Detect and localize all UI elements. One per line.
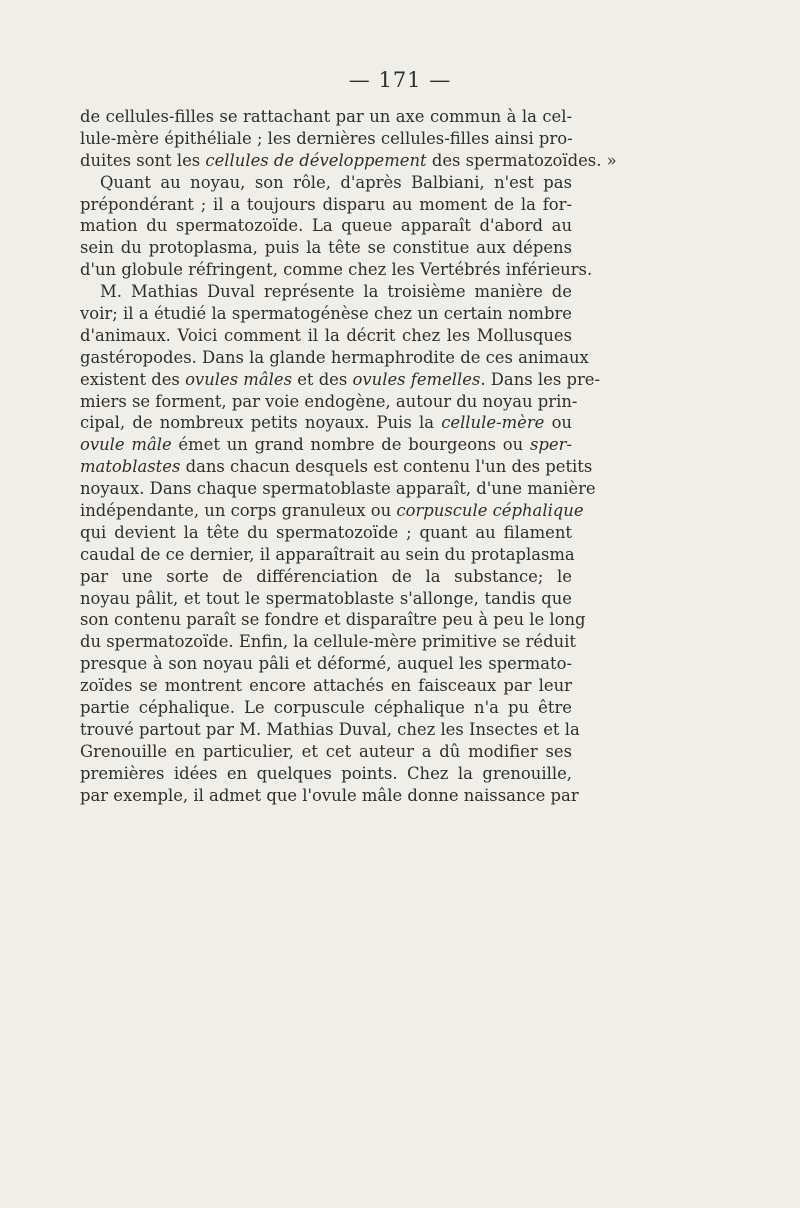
text-run: par une sorte de différenciation de la substance; le bbox=[80, 566, 572, 586]
text-run: qui devient la tête du spermatozoïde ; quant au filament bbox=[80, 522, 572, 542]
text-run: miers se forment, par voie endogène, autour du noyau prin- bbox=[80, 391, 578, 411]
text-run: partie céphalique. Le corpuscule céphalique n'a pu être bbox=[80, 698, 572, 718]
text-run: prépondérant ; il a toujours disparu au moment de la for- bbox=[80, 194, 572, 214]
text-run: d'animaux. Voici comment il la décrit chez les Mollusques bbox=[80, 325, 572, 345]
text-run: lule-mère épithéliale ; les dernières cellules-filles ainsi pro- bbox=[80, 128, 573, 148]
text-line bbox=[80, 347, 589, 369]
text-run: des spermatozoïdes. » bbox=[426, 150, 617, 170]
text-run: Grenouille en particulier, et cet auteur a dû modifier ses bbox=[80, 741, 572, 761]
text-line bbox=[80, 412, 572, 434]
text-line bbox=[80, 631, 576, 653]
text-run: et des bbox=[291, 369, 353, 389]
text-run: caudal de ce dernier, il apparaîtrait au sein du protaplasma bbox=[80, 544, 575, 564]
body-text bbox=[80, 106, 617, 807]
text-line bbox=[80, 741, 572, 763]
text-run: mation du spermatozoïde. La queue apparaît d'abord au bbox=[80, 216, 572, 236]
text-run: voir; il a étudié la spermatogénèse chez un certain nombre bbox=[80, 304, 572, 324]
text-line bbox=[80, 478, 596, 500]
text-run: duites sont les bbox=[80, 150, 206, 170]
text-line bbox=[80, 194, 572, 216]
text-line bbox=[80, 259, 593, 281]
text-run: du spermatozoïde. Enfin, la cellule-mère primitive se réduit bbox=[80, 632, 576, 652]
text-run: premières idées en quelques points. Chez la grenouille, bbox=[80, 763, 572, 783]
text-run: cipal, de nombreux petits noyaux. Puis la bbox=[80, 413, 442, 433]
text-line bbox=[80, 500, 584, 522]
italic-term: matoblastes bbox=[80, 457, 181, 477]
text-line bbox=[80, 303, 572, 325]
text-line bbox=[80, 763, 572, 785]
text-run: d'un globule réfringent, comme chez les Vertébrés inférieurs. bbox=[80, 260, 593, 280]
text-line bbox=[80, 434, 572, 456]
text-run: presque à son noyau pâli et déformé, auquel les spermato- bbox=[80, 654, 572, 674]
text-line bbox=[80, 675, 572, 697]
text-run: noyau pâlit, et tout le spermatoblaste s'allonge, tandis que bbox=[80, 588, 572, 608]
text-line bbox=[80, 588, 572, 610]
text-run: émet un grand nombre de bourgeons ou bbox=[171, 435, 531, 455]
text-run: ou bbox=[544, 413, 572, 433]
text-line bbox=[80, 237, 572, 259]
text-line bbox=[80, 281, 572, 303]
text-line bbox=[80, 215, 572, 237]
text-run: existent des bbox=[80, 369, 186, 389]
text-run: M. Mathias Duval représente la troisième manière de bbox=[100, 282, 572, 302]
text-run: son contenu paraît se fondre et disparaître peu à peu le long bbox=[80, 610, 586, 630]
text-line bbox=[80, 128, 572, 150]
text-line bbox=[80, 106, 572, 128]
italic-term: ovules femelles bbox=[352, 369, 481, 389]
text-run: noyaux. Dans chaque spermatoblaste apparaît, d'une manière bbox=[80, 479, 596, 499]
text-line bbox=[80, 325, 572, 347]
italic-term: cellules de développement bbox=[205, 150, 427, 170]
text-line bbox=[80, 719, 580, 741]
text-run: de cellules-filles se rattachant par un axe commun à la cel- bbox=[80, 107, 572, 126]
text-line bbox=[80, 456, 593, 478]
text-line bbox=[80, 172, 572, 194]
page-number: — 171 — bbox=[348, 68, 452, 92]
text-line bbox=[80, 653, 572, 675]
text-line bbox=[80, 544, 575, 566]
text-line bbox=[80, 609, 586, 631]
text-run: indépendante, un corps granuleux ou bbox=[80, 501, 397, 521]
text-run: dans chacun desquels est contenu l'un des petits bbox=[180, 457, 593, 477]
text-line bbox=[80, 566, 572, 588]
text-run: gastéropodes. Dans la glande hermaphrodite de ces animaux bbox=[80, 347, 589, 367]
italic-term: ovule mâle bbox=[80, 435, 172, 455]
italic-term: corpuscule céphalique bbox=[396, 501, 584, 521]
text-run: zoïdes se montrent encore attachés en faisceaux par leur bbox=[80, 676, 572, 696]
text-run: . Dans les pre- bbox=[480, 369, 601, 389]
text-run: sein du protoplasma, puis la tête se constitue aux dépens bbox=[80, 238, 572, 258]
italic-term: cellule-mère bbox=[441, 413, 545, 433]
text-line bbox=[80, 369, 601, 391]
text-line bbox=[80, 391, 578, 413]
text-run: par exemple, il admet que l'ovule mâle donne naissance par bbox=[80, 785, 579, 805]
text-line bbox=[80, 785, 579, 807]
text-run: trouvé partout par M. Mathias Duval, chez les Insectes et la bbox=[80, 719, 580, 739]
text-line bbox=[80, 150, 617, 172]
text-line bbox=[80, 522, 572, 544]
italic-term: ovules mâles bbox=[185, 369, 292, 389]
text-line bbox=[80, 697, 572, 719]
italic-term: sper- bbox=[530, 435, 572, 455]
text-run: Quant au noyau, son rôle, d'après Balbiani, n'est pas bbox=[100, 172, 572, 192]
